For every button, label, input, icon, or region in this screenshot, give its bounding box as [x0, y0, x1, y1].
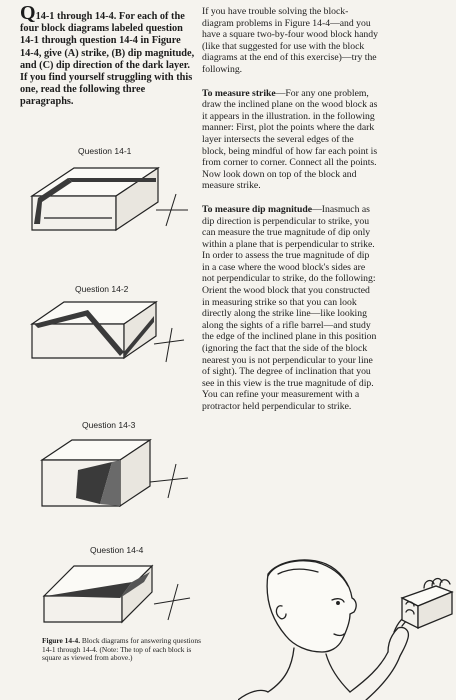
intro-block: [20, 2, 196, 109]
question-14-2-label: Question 14-2: [75, 284, 129, 294]
paragraph-strike: [202, 88, 378, 192]
figure-caption: [42, 637, 202, 663]
block-diagram-14-2: [28, 296, 198, 376]
block-diagram-14-3: [38, 436, 198, 526]
compass-cross-14-2: [154, 328, 184, 362]
instructions-column: [202, 6, 378, 413]
compass-cross-14-3: [150, 464, 188, 498]
drop-cap: Q: [20, 2, 36, 24]
block-diagram-14-1: [28, 160, 198, 240]
question-14-3-label: Question 14-3: [82, 420, 136, 430]
question-14-1-label: Question 14-1: [78, 146, 132, 156]
paragraph-strike-text: —For any one problem, draw the inclined plane on the wood block as it appears in the illustration. in the following manner: First, plot the points where the dark layer intersects the several edges of the block, being mindful of how far each point is from corner to corner. Connect all the points. Now look down on top of the block and measure strike.: [202, 87, 378, 192]
paragraph-dip-text: —Inasmuch as dip direction is perpendicular to strike, you can measure the true magnitude of dip only within a plane that is perpendicular to strike. In order to assess the true magnitude of dip in a case where the wood block's sides are not perpendicular to strike, do the following: Orient the wood block that you constructed in measuring strike so that you can look directly along the strike line—like looking along the sights of a rifle barrel—and study the edge of the inclined plane in this position (ignoring the fact that the side of the block nearest you is not perpendicular to your line of sight). The degree of inclination that you see in this view is the true magnitude of dip. You can refine your measurement with a protractor held perpendicular to strike.: [202, 203, 377, 412]
paragraph-intro: [202, 6, 378, 76]
paragraph-intro-text: If you have trouble solving the block-diagram problems in Figure 14-4—and you have a square two-by-four wood block handy (like that suggested for use with the block diagrams at the end of this exercise)—try the following.: [202, 6, 378, 75]
sighting-illustration: [238, 556, 456, 700]
paragraph-dip-heading: To measure dip magnitude: [202, 203, 313, 215]
compass-cross-14-4: [154, 584, 190, 620]
block-diagram-14-4: [40, 558, 200, 628]
paragraph-strike-heading: To measure strike: [202, 87, 276, 99]
intro-text: [20, 2, 196, 109]
paragraph-dip: [202, 204, 378, 413]
intro-body: 14-1 through 14-4. For each of the four block diagrams labeled question 14-1 through question 14-4 in Figure 14-4, give (A) strike, (B) dip magnitude, and (C) dip direction of the dark layer. If you find yourself struggling with this one, read the following three paragraphs.: [20, 11, 195, 108]
question-14-4-label: Question 14-4: [90, 545, 144, 555]
figure-caption-text: Block diagrams for answering questions 14-1 through 14-4. (Note: The top of each block is square as viewed from above.): [42, 636, 201, 663]
compass-cross-14-1: [156, 194, 188, 226]
figure-caption-title: Figure 14-4.: [42, 636, 81, 645]
